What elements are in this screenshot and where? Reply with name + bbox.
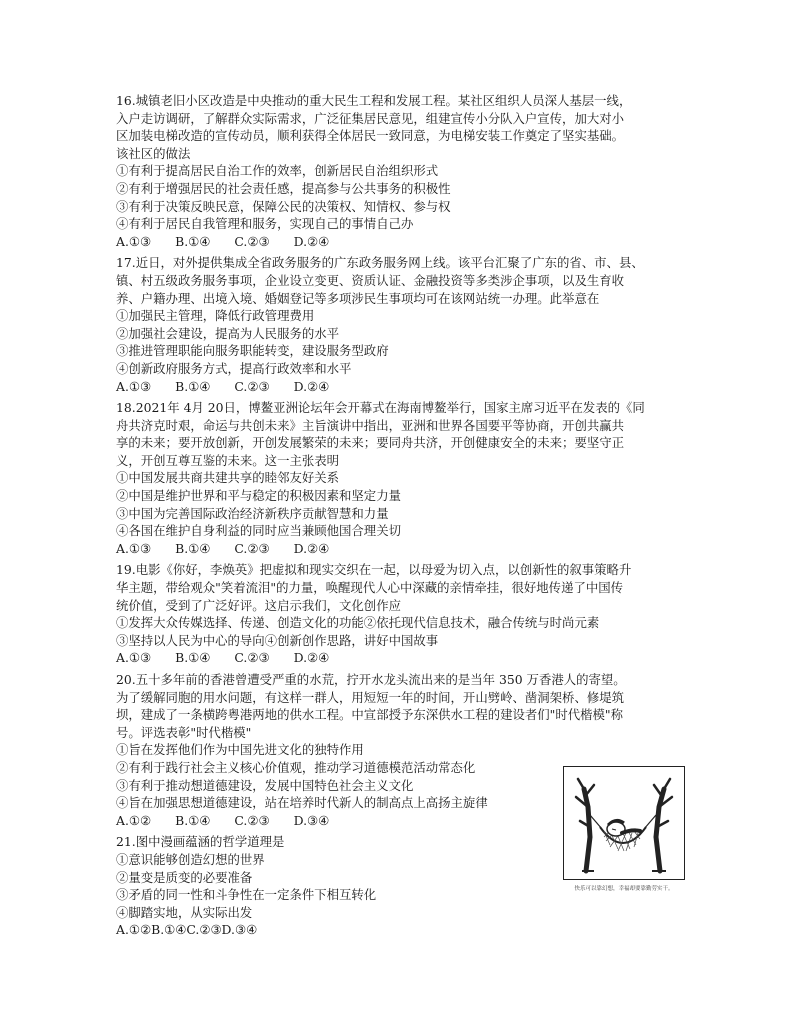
question-18-stem-line-2: 舟共济克时艰，命运与共创未来》主旨演讲中指出，亚洲和世界各国要平等协商，开创共赢共	[116, 417, 625, 433]
question-17-option-2: ②加强社会建设，提高为人民服务的水平	[116, 325, 340, 341]
choice-b: B.①④	[175, 540, 211, 556]
question-19-choices	[116, 649, 686, 667]
choice-b: B.①④	[175, 812, 211, 828]
choice-c: C.②③	[234, 650, 270, 666]
question-19-stem-line-2: 华主题，带给观众"笑着流泪"的力量，唤醒现代人心中深藏的亲情牵挂，很好地传递了中国传	[116, 580, 624, 596]
question-20-stem-line-2: 为了缓解同胞的用水问题，有这样一群人，用短短一年的时间，开山劈岭、凿洞架桥、修堤筑	[116, 689, 625, 705]
choice-a: A.①③	[116, 540, 152, 556]
question-20-stem-line-3: 坝，建成了一条横跨粤港两地的供水工程。中宣部授予东深供水工程的建设者们"时代楷模"称	[116, 707, 624, 723]
question-21-option-4: ④脚踏实地，从实际出发	[116, 904, 253, 920]
question-17-choices	[116, 378, 686, 396]
hammock-cartoon-icon	[564, 767, 684, 879]
question-16-stem-line-4: 该社区的做法	[116, 145, 191, 161]
question-18-option-2: ②中国是维护世界和平与稳定的积极因素和坚定力量	[116, 488, 401, 504]
question-17-stem-line-2: 镇、村五级政务服务事项，企业设立变更、资质认证、金融投资等多类涉企事项，以及生育收	[116, 272, 625, 288]
question-19-option-1: ①发挥大众传媒选择、传递、创造文化的功能②依托现代信息技术，融合传统与时尚元素	[116, 615, 600, 631]
question-16-choices	[116, 233, 686, 251]
choice-b: B.①④	[175, 378, 211, 394]
question-19-option-2: ③坚持以人民为中心的导向④创新创作思路，讲好中国故事	[116, 632, 439, 648]
question-17-stem-line-3: 养、户籍办理、出境入境、婚姻登记等多项涉民生事项均可在该网站统一办理。此举意在	[116, 290, 600, 306]
question-16-option-3: ③有利于决策反映民意，保障公民的决策权、知情权、参与权	[116, 198, 451, 214]
question-17-option-4: ④创新政府服务方式，提高行政效率和水平	[116, 360, 352, 376]
question-16-stem-line-1: 16.城镇老旧小区改造是中央推动的重大民生工程和发展工程。某社区组织人员深人基层一线，	[116, 93, 632, 108]
question-20-option-4: ④旨在加强思想道德建设，站在培养时代新人的制高点上高扬主旋律	[116, 795, 488, 811]
question-17-option-1: ①加强民主管理，降低行政管理费用	[116, 308, 315, 324]
choice-a: A.①③	[116, 233, 152, 249]
question-20-stem-line-1: 20.五十多年前的香港曾遭受严重的水荒，拧开水龙头流出来的是当年 350 万香港人的寄望。	[116, 672, 626, 687]
question-21-option-2: ②量变是质变的必要准备	[116, 869, 253, 885]
question-18-option-4: ④各国在维护自身利益的同时应当兼顾他国合理关切	[116, 523, 401, 539]
question-16-stem-line-2: 入户走访调研，了解群众实际需求，广泛征集居民意见，组建宣传小分队入户宣传，加大对小	[116, 110, 625, 126]
question-19	[116, 561, 686, 667]
choice-d: D.②④	[293, 378, 330, 394]
question-19-stem-line-3: 统价值，受到了广泛好评。这启示我们，文化创作应	[116, 597, 401, 613]
choice-c: C.②③	[234, 540, 270, 556]
question-20-stem-line-4: 号。评选表彰"时代楷模"	[116, 724, 252, 740]
choice-c: C.②③	[234, 812, 270, 828]
question-20-option-1: ①旨在发挥他们作为中国先进文化的独特作用	[116, 742, 364, 758]
question-16-option-1: ①有利于提高居民自治工作的效率，创新居民自治组织形式	[116, 163, 439, 179]
question-18-option-3: ③中国为完善国际政治经济新秩序贡献智慧和力量	[116, 505, 389, 521]
question-18	[116, 399, 686, 557]
question-20-option-3: ③有利于推动想道德建设，发展中国特色社会主义文化	[116, 777, 414, 793]
question-18-choices	[116, 540, 686, 558]
question-19-stem-line-1: 19.电影《你好，李焕英》把虚拟和现实交织在一起，以母爱为切入点，以创新性的叙事策略升	[116, 562, 632, 578]
choice-d: D.③④	[293, 812, 330, 828]
question-18-stem-line-3: 享的未来；要开放创新，开创发展繁荣的未来；要同舟共济，开创健康安全的未来；要坚守正	[116, 435, 625, 451]
question-21-choices: A.①②B.①④C.②③D.③④	[116, 922, 258, 938]
question-16-stem-line-3: 区加装电梯改造的宣传动员，顺利获得全体居民一致同意，为电梯安装工作奠定了坚实基础。	[116, 128, 625, 144]
cartoon-illustration	[563, 766, 685, 880]
question-17	[116, 254, 686, 395]
choice-b: B.①④	[175, 233, 211, 249]
question-17-option-3: ③推进管理职能向服务职能转变，建设服务型政府	[116, 343, 389, 359]
choice-a: A.①③	[116, 650, 152, 666]
question-21-option-1: ①意识能够创造幻想的世界	[116, 851, 265, 867]
choice-c: C.②③	[234, 233, 270, 249]
choice-b: B.①④	[175, 650, 211, 666]
cartoon-caption: 快乐可以靠幻想，幸福却要靠勤劳实干。	[574, 886, 674, 892]
question-21-option-3: ③矛盾的同一性和斗争性在一定条件下相互转化	[116, 887, 377, 903]
choice-d: D.②④	[293, 650, 330, 666]
choice-a: A.①②	[116, 812, 152, 828]
question-17-stem-line-1: 17.近日，对外提供集成全省政务服务的广东政务服务网上线。该平台汇聚了广东的省、市、县、	[116, 255, 644, 271]
choice-a: A.①③	[116, 378, 152, 394]
question-18-option-1: ①中国发展共商共建共享的睦邻友好关系	[116, 470, 340, 486]
choice-d: D.②④	[293, 233, 330, 249]
question-16-option-4: ④有利于居民自我管理和服务，实现自己的事情自己办	[116, 216, 414, 232]
choice-d: D.②④	[293, 540, 330, 556]
question-20-option-2: ②有利于践行社会主义核心价值观，推动学习道德模范活动常态化	[116, 759, 476, 775]
question-16	[116, 92, 686, 250]
question-21-stem-line-1: 21.图中漫画蕴涵的哲学道理是	[116, 834, 285, 850]
question-18-stem-line-4: 义，开创互尊互鉴的未来。这一主张表明	[116, 452, 340, 468]
question-16-option-2: ②有利于增强居民的社会责任感，提高参与公共事务的积极性	[116, 180, 451, 196]
question-18-stem-line-1: 18.2021年 4月 20日，博鳌亚洲论坛年会开幕式在海南博鳌举行，国家主席习近平在发表的《同	[116, 400, 645, 416]
choice-c: C.②③	[234, 378, 270, 394]
